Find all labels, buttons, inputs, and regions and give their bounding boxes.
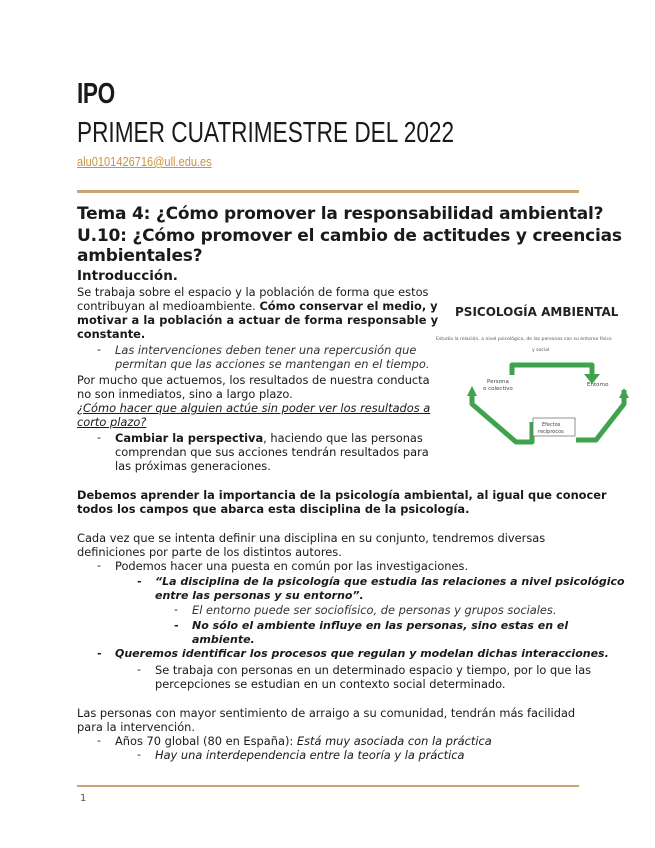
document-title: IPO: [77, 78, 115, 110]
bullet-bold-text: Cambiar la perspectiva: [115, 431, 264, 445]
bullet-italic-text: Está muy asociada con la práctica: [296, 734, 492, 748]
diagram-title: PSICOLOGÍA AMBIENTAL: [455, 305, 619, 319]
arrow-left-head: [467, 386, 477, 396]
node-person-label: Persona: [487, 379, 509, 385]
unit-heading-line1: U.10: ¿Cómo promover el cambio de actitudes y creencias: [77, 226, 622, 246]
node-environment-label: Entorno: [587, 382, 609, 388]
bullet-dash: -: [97, 343, 101, 356]
arrow-right-head: [619, 388, 629, 398]
bullet-dash: -: [97, 559, 101, 572]
page-number: 1: [80, 793, 87, 804]
bullet-dash: -: [137, 663, 141, 676]
paragraph-bold-text: Cómo conservar el medio, y: [259, 299, 438, 313]
paragraph-line: todos los campos que abarca esta disciplina de la psicología.: [77, 502, 470, 516]
paragraph-line: para la intervención.: [77, 720, 196, 734]
bullet-item: [115, 431, 423, 445]
question-line: corto plazo?: [77, 415, 147, 429]
arrow-left: [472, 392, 532, 442]
intro-heading: Introducción.: [77, 268, 178, 284]
bullet-dash: -: [174, 603, 178, 616]
bullet-dash: -: [97, 734, 101, 747]
bullet-item: [115, 734, 492, 748]
bullet-item: No sólo el ambiente influye en las personas, sino estas en el: [192, 619, 569, 632]
bullet-item-cont: ambiente.: [192, 633, 255, 646]
bullet-dash: -: [174, 619, 179, 632]
paragraph-line: definiciones por parte de los distintos autores.: [77, 545, 342, 559]
diagram-svg: [432, 300, 655, 470]
diagram-caption: y social: [532, 348, 550, 353]
paragraph-line: Las personas con mayor sentimiento de arraigo a su comunidad, tendrán más facilidad: [77, 706, 576, 720]
arrow-right: [576, 390, 624, 440]
question-line: ¿Cómo hacer que alguien actúe sin poder ver los resultados a: [77, 401, 431, 415]
bullet-item-cont: comprendan que sus acciones tendrán resultados para: [115, 445, 429, 459]
bullet-item-cont: percepciones se estudian en un contexto social determinado.: [155, 677, 506, 691]
paragraph-line: Por mucho que actuemos, los resultados de nuestra conducta: [77, 373, 430, 387]
bullet-dash: -: [97, 431, 101, 444]
paragraph-line: no son inmediatos, sino a largo plazo.: [77, 387, 293, 401]
bullet-item-cont: entre las personas y su entorno”.: [155, 589, 364, 602]
topic-heading: Tema 4: ¿Cómo promover la responsabilidad ambiental?: [77, 204, 604, 224]
node-person-label: o colectivo: [483, 386, 513, 392]
paragraph-line: Debemos aprender la importancia de la psicología ambiental, al igual que conocer: [77, 488, 607, 502]
diagram-caption: Estudia la relación, a nivel psicológico, de las personas con su entorno físico: [436, 337, 612, 342]
author-email-link[interactable]: alu0101426716@ull.edu.es: [77, 154, 212, 169]
node-effects-label: recíprocos: [538, 429, 564, 435]
bullet-item: Podemos hacer una puesta en común por las investigaciones.: [115, 559, 469, 573]
bullet-item: El entorno puede ser sociofísico, de personas y grupos sociales.: [192, 603, 557, 617]
document-subtitle: PRIMER CUATRIMESTRE DEL 2022: [77, 117, 455, 149]
bullet-item-cont: permitan que las acciones se mantengan en el tiempo.: [115, 357, 430, 371]
bullet-item-cont: las próximas generaciones.: [115, 459, 271, 473]
bullet-item: “La disciplina de la psicología que estudia las relaciones a nivel psicológico: [155, 575, 625, 588]
bullet-dash: -: [137, 748, 141, 761]
paragraph-line: [77, 299, 438, 313]
node-effects-label: Efectos: [542, 422, 561, 428]
unit-heading-line2: ambientales?: [77, 246, 203, 266]
paragraph-line: Se trabaja sobre el espacio y la población de forma que estos: [77, 285, 429, 299]
bullet-text: , haciendo que las personas: [263, 431, 423, 445]
header-divider: [77, 190, 579, 193]
paragraph-line: Cada vez que se intenta definir una disciplina en su conjunto, tendremos diversas: [77, 531, 546, 545]
psicologia-ambiental-diagram: [432, 300, 655, 470]
paragraph-text: contribuyan al medioambiente.: [77, 299, 260, 313]
bullet-dash: -: [137, 575, 142, 588]
paragraph-line: constante.: [77, 327, 146, 341]
bullet-text: Años 70 global (80 en España):: [115, 734, 297, 748]
bullet-item: Queremos identificar los procesos que regulan y modelan dichas interacciones.: [115, 647, 609, 660]
bullet-item: Hay una interdependencia entre la teoría y la práctica: [155, 748, 465, 762]
footer-divider: [77, 785, 579, 787]
bullet-item: Las intervenciones deben tener una repercusión que: [115, 343, 417, 357]
paragraph-line: motivar a la población a actuar de forma responsable y: [77, 313, 439, 327]
bullet-item: Se trabaja con personas en un determinado espacio y tiempo, por lo que las: [155, 663, 592, 677]
arrow-top: [512, 365, 592, 378]
bullet-dash: -: [97, 647, 102, 660]
